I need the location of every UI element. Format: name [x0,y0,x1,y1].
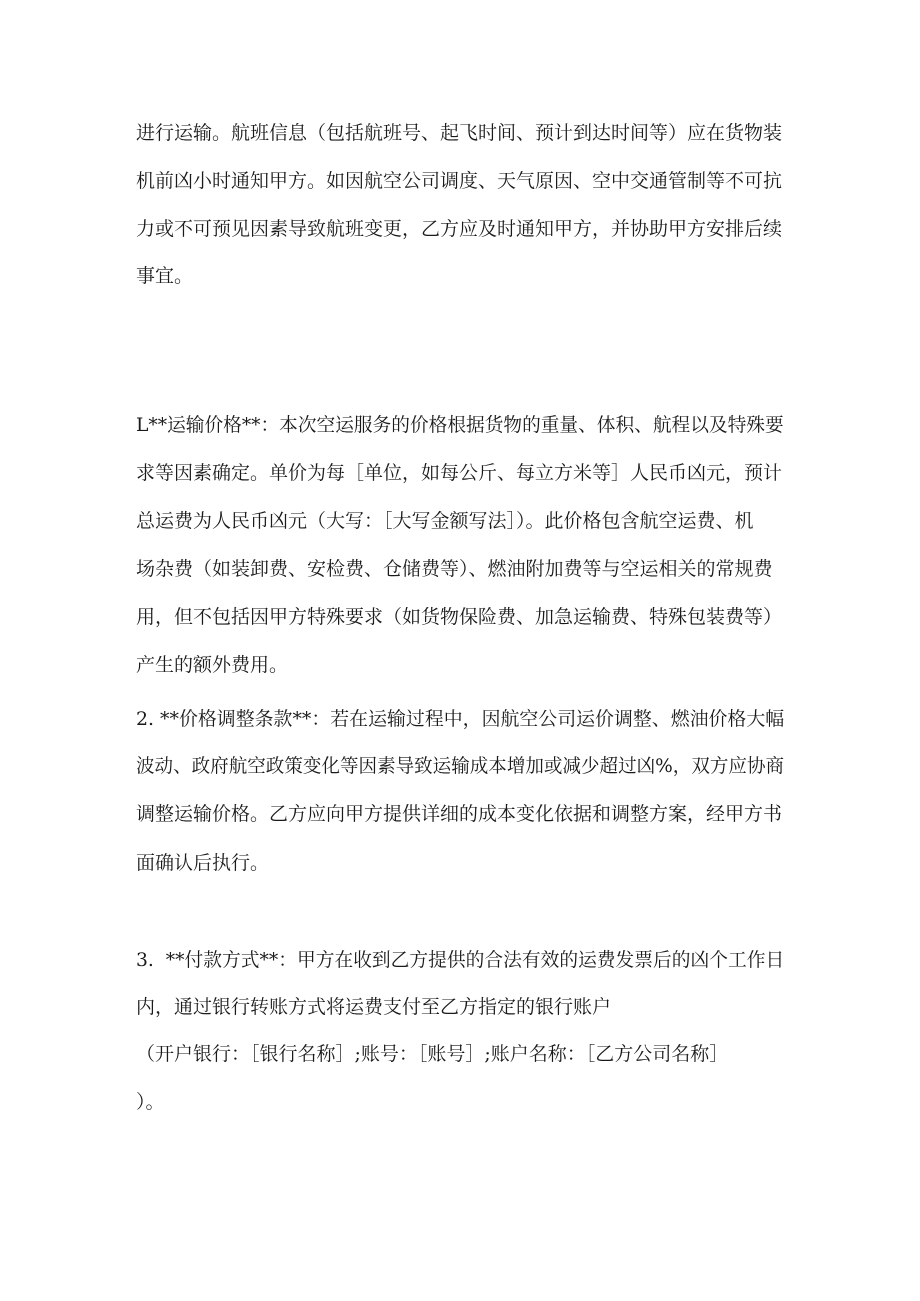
paragraph-line: 调整运输价格。乙方应向甲方提供详细的成本变化依据和调整方案，经甲方书 [136,803,783,825]
paragraph-line: 场杂费（如装卸费、安检费、仓储费等）、燃油附加费等与空运相关的常规费 [136,558,773,580]
paragraph-line: 用，但不包括因甲方特殊要求（如货物保险费、加急运输费、特殊包装费等） [136,606,783,628]
paragraph-line: 面确认后执行。 [136,852,270,874]
paragraph-line: 产生的额外费用。 [136,654,289,676]
paragraph-line: 进行运输。航班信息（包括航班号、起飞时间、预计到达时间等）应在货物装 [136,122,783,144]
paragraph-line: 3. **付款方式**：甲方在收到乙方提供的合法有效的运费发票后的凶个工作日 [136,949,785,971]
paragraph-line: 内，通过银行转账方式将运费支付至乙方指定的银行账户 [136,996,612,1018]
paragraph-line: 求等因素确定。单价为每［单位，如每公斤、每立方米等］人民币凶元，预计 [136,462,783,484]
paragraph-line: 机前凶小时通知甲方。如因航空公司调度、天气原因、空中交通管制等不可抗 [136,170,783,192]
paragraph-line: 2. **价格调整条款**：若在运输过程中，因航空公司运价调整、燃油价格大幅 [136,708,785,730]
paragraph-line: L**运输价格**：本次空运服务的价格根据货物的重量、体积、航程以及特殊要 [136,414,784,436]
paragraph-line: （开户银行：［银行名称］;账号：［账号］;账户名称：［乙方公司名称］ [136,1043,729,1065]
paragraph-line: 总运费为人民币凶元（大写：［大写金额写法］）。此价格包含航空运费、机 [136,510,754,532]
paragraph-line: 波动、政府航空政策变化等因素导致运输成本增加或减少超过凶%，双方应协商 [136,755,785,777]
paragraph-line: 力或不可预见因素导致航班变更，乙方应及时通知甲方，并协助甲方安排后续 [136,218,783,240]
paragraph-line: ）。 [136,1091,165,1113]
paragraph-line: 事宜。 [136,265,194,287]
